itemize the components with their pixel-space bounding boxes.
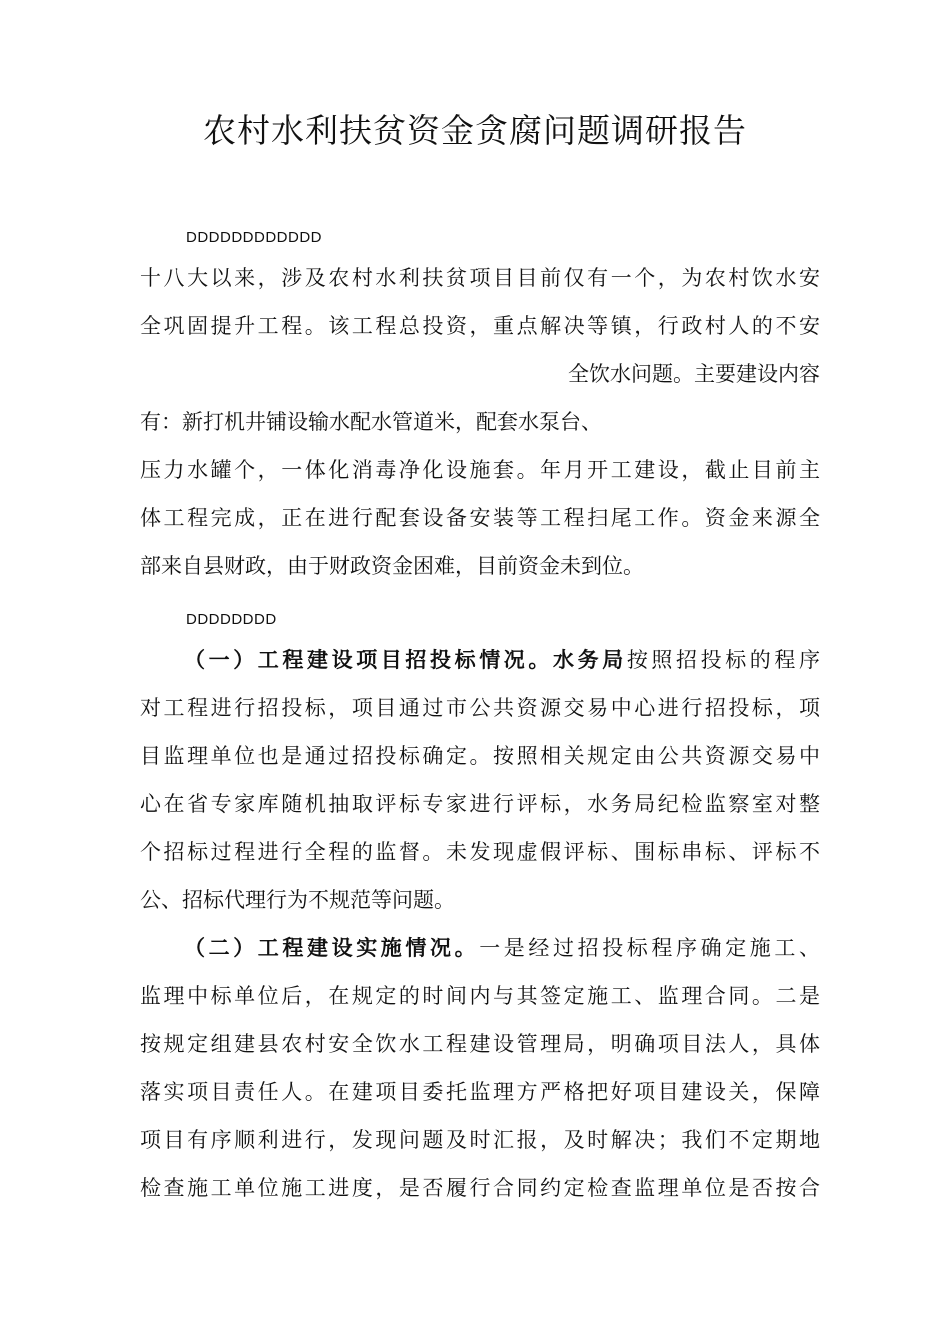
paragraph-line: 心在省专家库随机抽取评标专家进行评标，水务局纪检监察室对整 bbox=[140, 792, 820, 816]
paragraph-line: 监理中标单位后，在规定的时间内与其签定施工、监理合同。二是 bbox=[140, 984, 820, 1008]
paragraph-line: 十八大以来，涉及农村水利扶贫项目目前仅有一个，为农村饮水安 bbox=[140, 266, 820, 290]
paragraph-line: 全巩固提升工程。该工程总投资，重点解决等镇，行政村人的不安 bbox=[140, 314, 820, 338]
paragraph-line: 目监理单位也是通过招投标确定。按照相关规定由公共资源交易中 bbox=[140, 744, 820, 768]
section-2-heading: （二）工程建设实施情况。 bbox=[184, 936, 480, 960]
paragraph-line: 个招标过程进行全程的监督。未发现虚假评标、围标串标、评标不 bbox=[140, 840, 820, 864]
section-2-lead-line bbox=[184, 933, 820, 963]
paragraph-line: 公、招标代理行为不规范等问题。 bbox=[140, 888, 455, 912]
paragraph-line: 压力水罐个，一体化消毒净化设施套。年月开工建设，截止目前主 bbox=[140, 458, 820, 482]
section-1-heading: （一）工程建设项目招投标情况。 bbox=[184, 648, 553, 672]
paragraph-line: 对工程进行招投标，项目通过市公共资源交易中心进行招投标，项 bbox=[140, 696, 820, 720]
section-1-bold-lead: 水务局 bbox=[553, 648, 627, 672]
paragraph-line: 有：新打机井铺设输水配水管道米，配套水泵台、 bbox=[140, 410, 602, 434]
paragraph-line: 全饮水问题。主要建设内容 bbox=[568, 362, 820, 386]
paragraph-line: 按规定组建县农村安全饮水工程建设管理局，明确项目法人，具体 bbox=[140, 1032, 820, 1056]
paragraph-line: 体工程完成，正在进行配套设备安装等工程扫尾工作。资金来源全 bbox=[140, 506, 820, 530]
placeholder-marker-2: DDDDDDDD bbox=[186, 611, 277, 628]
placeholder-marker-1: DDDDDDDDDDDD bbox=[186, 229, 322, 246]
section-1-lead-line bbox=[184, 645, 820, 675]
paragraph-line: 落实项目责任人。在建项目委托监理方严格把好项目建设关，保障 bbox=[140, 1080, 820, 1104]
section-2-lead-text: 一是经过招投标程序确定施工、 bbox=[479, 936, 821, 960]
section-1-lead-text: 按照招投标的程序 bbox=[626, 648, 821, 672]
paragraph-line: 项目有序顺利进行，发现问题及时汇报，及时解决；我们不定期地 bbox=[140, 1128, 820, 1152]
paragraph-line: 部来自县财政，由于财政资金困难，目前资金未到位。 bbox=[140, 554, 644, 578]
document-title: 农村水利扶贫资金贪腐问题调研报告 bbox=[203, 111, 747, 150]
paragraph-line: 检查施工单位施工进度，是否履行合同约定检查监理单位是否按合 bbox=[140, 1176, 820, 1200]
